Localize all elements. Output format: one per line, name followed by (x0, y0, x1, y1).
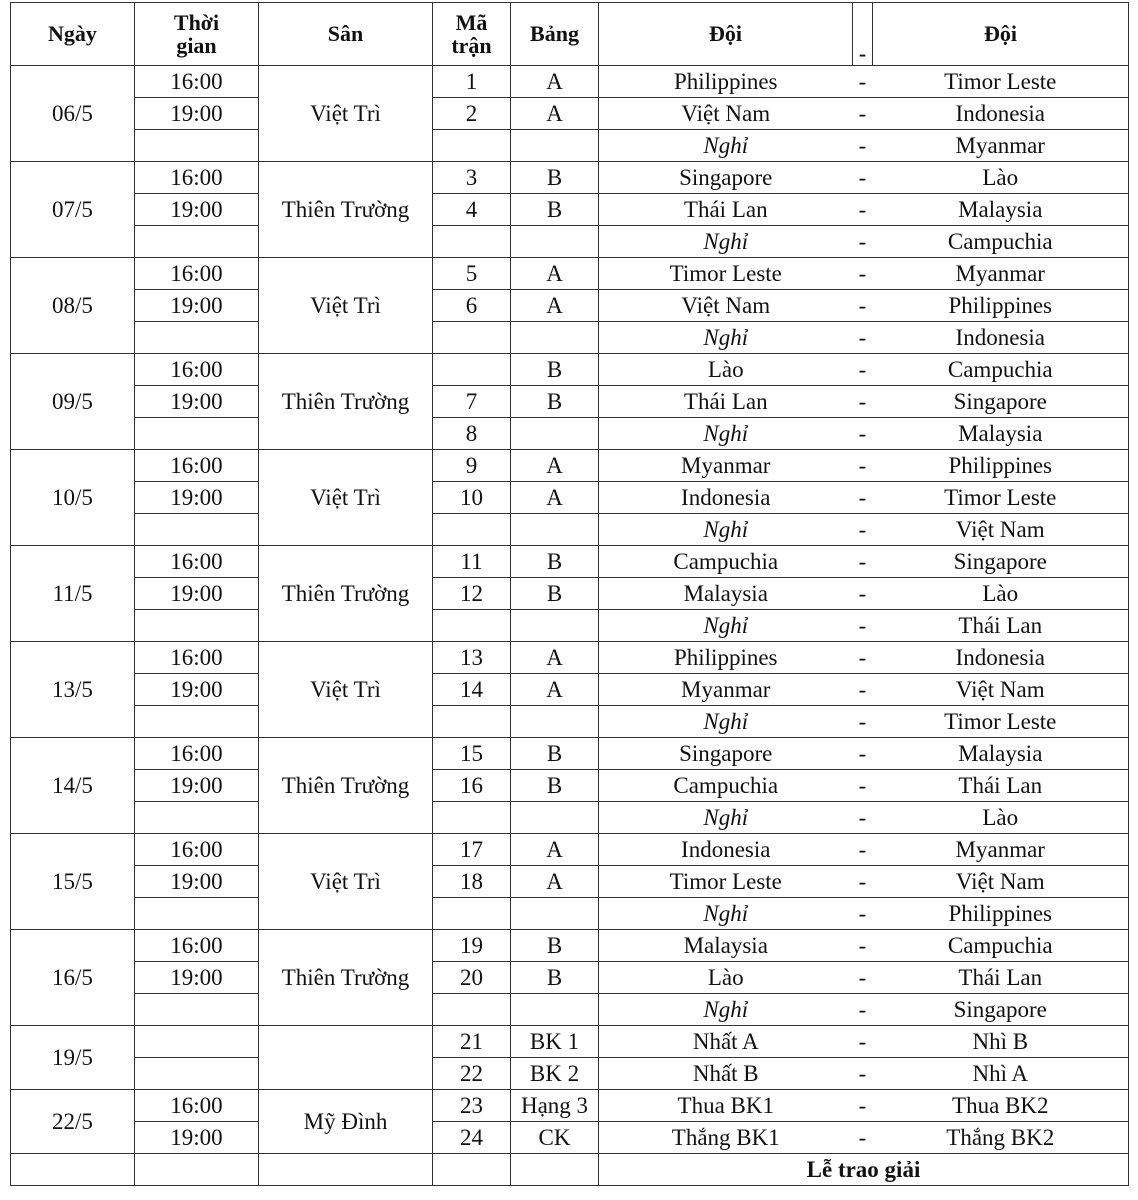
dash-separator: - (853, 642, 873, 674)
group: CK (511, 1122, 599, 1154)
team-2: Philippines (873, 290, 1129, 322)
schedule-row (11, 98, 1129, 130)
dash-separator: - (853, 354, 873, 386)
match-date: 15/5 (11, 834, 135, 930)
team-2: Campuchia (873, 226, 1129, 258)
team-2: Timor Leste (873, 706, 1129, 738)
header-time (135, 3, 259, 66)
match-code (433, 610, 511, 642)
match-date: 10/5 (11, 450, 135, 546)
schedule-row (11, 1058, 1129, 1090)
empty-cell (11, 1154, 135, 1186)
team-1: Thắng BK1 (599, 1122, 853, 1154)
team-2: Campuchia (873, 930, 1129, 962)
schedule-row (11, 738, 1129, 770)
match-code: 10 (433, 482, 511, 514)
dash-separator: - (853, 898, 873, 930)
group (511, 706, 599, 738)
dash-separator: - (853, 162, 873, 194)
kickoff-time (135, 514, 259, 546)
kickoff-time (135, 226, 259, 258)
team-2: Timor Leste (873, 482, 1129, 514)
match-code: 19 (433, 930, 511, 962)
schedule-row (11, 354, 1129, 386)
team-2: Indonesia (873, 322, 1129, 354)
match-code: 22 (433, 1058, 511, 1090)
schedule-row (11, 1026, 1129, 1058)
group: A (511, 258, 599, 290)
group (511, 994, 599, 1026)
dash-separator: - (853, 738, 873, 770)
group: A (511, 674, 599, 706)
team-2: Thái Lan (873, 610, 1129, 642)
schedule-row (11, 866, 1129, 898)
team-1: Campuchia (599, 770, 853, 802)
dash-separator: - (853, 322, 873, 354)
kickoff-time: 19:00 (135, 770, 259, 802)
schedule-row (11, 258, 1129, 290)
team-1: Thái Lan (599, 194, 853, 226)
kickoff-time (135, 1058, 259, 1090)
match-code: 12 (433, 578, 511, 610)
team-2: Malaysia (873, 194, 1129, 226)
kickoff-time: 16:00 (135, 834, 259, 866)
venue: Thiên Trường (259, 930, 433, 1026)
match-code: 15 (433, 738, 511, 770)
header-time-line1: Thời (173, 9, 220, 35)
kickoff-time: 16:00 (135, 738, 259, 770)
venue: Việt Trì (259, 642, 433, 738)
group: B (511, 194, 599, 226)
dash-separator: - (853, 834, 873, 866)
match-code: 17 (433, 834, 511, 866)
team-2: Lào (873, 162, 1129, 194)
dash-separator: - (853, 930, 873, 962)
group: B (511, 354, 599, 386)
kickoff-time: 16:00 (135, 354, 259, 386)
match-date: 07/5 (11, 162, 135, 258)
team-1: Nghỉ (599, 802, 853, 834)
kickoff-time: 19:00 (135, 1122, 259, 1154)
team-2: Singapore (873, 994, 1129, 1026)
team-1: Thua BK1 (599, 1090, 853, 1122)
dash-separator: - (853, 770, 873, 802)
match-date: 13/5 (11, 642, 135, 738)
kickoff-time: 19:00 (135, 386, 259, 418)
team-1: Malaysia (599, 578, 853, 610)
kickoff-time: 19:00 (135, 290, 259, 322)
schedule-row (11, 802, 1129, 834)
team-2: Thua BK2 (873, 1090, 1129, 1122)
match-code: 1 (433, 66, 511, 98)
kickoff-time (135, 898, 259, 930)
group: A (511, 866, 599, 898)
schedule-sheet (10, 2, 1128, 1186)
group: B (511, 738, 599, 770)
kickoff-time: 19:00 (135, 962, 259, 994)
match-code: 7 (433, 386, 511, 418)
header-match-line2: trận (451, 33, 492, 58)
empty-cell (511, 1154, 599, 1186)
match-date: 14/5 (11, 738, 135, 834)
team-1: Nghỉ (599, 322, 853, 354)
schedule-table (10, 2, 1129, 1186)
kickoff-time: 19:00 (135, 98, 259, 130)
schedule-row (11, 66, 1129, 98)
schedule-row (11, 322, 1129, 354)
group: A (511, 482, 599, 514)
group: A (511, 66, 599, 98)
venue: Thiên Trường (259, 546, 433, 642)
kickoff-time (135, 322, 259, 354)
group (511, 610, 599, 642)
schedule-row (11, 930, 1129, 962)
group: B (511, 770, 599, 802)
match-code (433, 514, 511, 546)
team-2: Singapore (873, 546, 1129, 578)
schedule-row (11, 578, 1129, 610)
team-2: Myanmar (873, 258, 1129, 290)
dash-separator: - (853, 1090, 873, 1122)
match-code (433, 898, 511, 930)
dash-separator: - (853, 578, 873, 610)
team-2: Singapore (873, 386, 1129, 418)
dash-separator: - (853, 482, 873, 514)
schedule-row (11, 898, 1129, 930)
team-2: Việt Nam (873, 514, 1129, 546)
kickoff-time (135, 610, 259, 642)
dash-separator: - (853, 418, 873, 450)
match-date: 08/5 (11, 258, 135, 354)
kickoff-time: 19:00 (135, 866, 259, 898)
dash-separator: - (853, 546, 873, 578)
match-date: 16/5 (11, 930, 135, 1026)
schedule-row (11, 994, 1129, 1026)
kickoff-time: 16:00 (135, 930, 259, 962)
group (511, 130, 599, 162)
schedule-row (11, 290, 1129, 322)
dash-separator: - (853, 194, 873, 226)
team-2: Timor Leste (873, 66, 1129, 98)
group (511, 322, 599, 354)
venue: Việt Trì (259, 66, 433, 162)
kickoff-time: 16:00 (135, 258, 259, 290)
schedule-row (11, 610, 1129, 642)
match-code: 14 (433, 674, 511, 706)
team-2: Malaysia (873, 418, 1129, 450)
team-1: Nghỉ (599, 418, 853, 450)
dash-separator: - (853, 450, 873, 482)
team-2: Thái Lan (873, 962, 1129, 994)
header-match-line1: Mã (455, 9, 488, 35)
match-code (433, 706, 511, 738)
team-1: Myanmar (599, 450, 853, 482)
team-1: Nghỉ (599, 994, 853, 1026)
team-1: Lào (599, 354, 853, 386)
dash-separator: - (853, 674, 873, 706)
kickoff-time (135, 994, 259, 1026)
schedule-row (11, 834, 1129, 866)
group: A (511, 834, 599, 866)
team-1: Nghỉ (599, 706, 853, 738)
kickoff-time: 16:00 (135, 66, 259, 98)
team-1: Timor Leste (599, 258, 853, 290)
team-2: Việt Nam (873, 674, 1129, 706)
group: B (511, 930, 599, 962)
schedule-row (11, 482, 1129, 514)
dash-separator: - (853, 802, 873, 834)
team-2: Myanmar (873, 130, 1129, 162)
match-code: 3 (433, 162, 511, 194)
match-code: 9 (433, 450, 511, 482)
venue (259, 1026, 433, 1090)
group (511, 418, 599, 450)
dash-separator: - (853, 610, 873, 642)
team-1: Timor Leste (599, 866, 853, 898)
dash-separator: - (853, 130, 873, 162)
group: A (511, 98, 599, 130)
kickoff-time: 16:00 (135, 162, 259, 194)
kickoff-time (135, 418, 259, 450)
team-1: Nghỉ (599, 514, 853, 546)
match-code: 24 (433, 1122, 511, 1154)
match-code: 13 (433, 642, 511, 674)
venue: Việt Trì (259, 258, 433, 354)
group: A (511, 290, 599, 322)
header-team2: Đội (873, 3, 1129, 66)
dash-separator: - (853, 98, 873, 130)
group: B (511, 546, 599, 578)
schedule-row (11, 1090, 1129, 1122)
empty-cell (135, 1154, 259, 1186)
ceremony-label: Lễ trao giải (599, 1154, 1129, 1186)
group (511, 226, 599, 258)
match-code: 5 (433, 258, 511, 290)
team-2: Lào (873, 802, 1129, 834)
match-date: 06/5 (11, 66, 135, 162)
schedule-row (11, 130, 1129, 162)
team-1: Myanmar (599, 674, 853, 706)
team-2: Malaysia (873, 738, 1129, 770)
match-code: 18 (433, 866, 511, 898)
group: BK 1 (511, 1026, 599, 1058)
group: B (511, 386, 599, 418)
header-time-line2: gian (176, 33, 217, 58)
venue: Việt Trì (259, 834, 433, 930)
group: B (511, 962, 599, 994)
match-code: 4 (433, 194, 511, 226)
schedule-body (11, 66, 1129, 1186)
schedule-row (11, 450, 1129, 482)
schedule-row (11, 418, 1129, 450)
dash-separator: - (853, 1026, 873, 1058)
kickoff-time: 19:00 (135, 482, 259, 514)
team-1: Thái Lan (599, 386, 853, 418)
match-date: 19/5 (11, 1026, 135, 1090)
venue: Thiên Trường (259, 354, 433, 450)
team-1: Nghỉ (599, 226, 853, 258)
schedule-row (11, 162, 1129, 194)
group (511, 802, 599, 834)
header-day: Ngày (11, 3, 135, 66)
kickoff-time: 19:00 (135, 674, 259, 706)
match-code (433, 802, 511, 834)
kickoff-time (135, 130, 259, 162)
dash-separator: - (853, 866, 873, 898)
schedule-row (11, 386, 1129, 418)
kickoff-time: 16:00 (135, 1090, 259, 1122)
team-2: Philippines (873, 450, 1129, 482)
schedule-row (11, 546, 1129, 578)
team-2: Nhì A (873, 1058, 1129, 1090)
dash-separator: - (853, 1122, 873, 1154)
team-2: Lào (873, 578, 1129, 610)
match-code: 23 (433, 1090, 511, 1122)
match-date: 22/5 (11, 1090, 135, 1154)
schedule-row (11, 770, 1129, 802)
venue: Việt Trì (259, 450, 433, 546)
kickoff-time (135, 802, 259, 834)
dash-separator: - (853, 706, 873, 738)
kickoff-time (135, 706, 259, 738)
match-code: 21 (433, 1026, 511, 1058)
team-2: Việt Nam (873, 866, 1129, 898)
team-2: Indonesia (873, 98, 1129, 130)
team-1: Nhất B (599, 1058, 853, 1090)
venue: Thiên Trường (259, 738, 433, 834)
empty-cell (259, 1154, 433, 1186)
group: A (511, 642, 599, 674)
match-date: 11/5 (11, 546, 135, 642)
match-code: 16 (433, 770, 511, 802)
header-row (11, 3, 1129, 66)
team-1: Singapore (599, 738, 853, 770)
dash-separator: - (853, 290, 873, 322)
header-match-code (433, 3, 511, 66)
group: B (511, 162, 599, 194)
team-1: Indonesia (599, 834, 853, 866)
dash-separator: - (853, 258, 873, 290)
team-1: Nghỉ (599, 898, 853, 930)
team-1: Việt Nam (599, 98, 853, 130)
group (511, 898, 599, 930)
team-1: Malaysia (599, 930, 853, 962)
header-group: Bảng (511, 3, 599, 66)
match-code (433, 322, 511, 354)
team-1: Nghỉ (599, 610, 853, 642)
header-venue: Sân (259, 3, 433, 66)
schedule-row (11, 1122, 1129, 1154)
group: BK 2 (511, 1058, 599, 1090)
kickoff-time (135, 1026, 259, 1058)
match-code (433, 354, 511, 386)
venue: Thiên Trường (259, 162, 433, 258)
dash-separator: - (853, 226, 873, 258)
group: Hạng 3 (511, 1090, 599, 1122)
team-1: Campuchia (599, 546, 853, 578)
dash-separator: - (853, 994, 873, 1026)
schedule-row (11, 962, 1129, 994)
kickoff-time: 19:00 (135, 578, 259, 610)
team-1: Việt Nam (599, 290, 853, 322)
dash-separator: - (853, 1058, 873, 1090)
group: A (511, 450, 599, 482)
schedule-row (11, 194, 1129, 226)
schedule-row (11, 642, 1129, 674)
team-1: Philippines (599, 642, 853, 674)
team-1: Indonesia (599, 482, 853, 514)
schedule-row (11, 226, 1129, 258)
team-2: Thái Lan (873, 770, 1129, 802)
match-code: 2 (433, 98, 511, 130)
venue: Mỹ Đình (259, 1090, 433, 1154)
match-code (433, 994, 511, 1026)
team-2: Thắng BK2 (873, 1122, 1129, 1154)
group (511, 514, 599, 546)
team-1: Singapore (599, 162, 853, 194)
schedule-row (11, 674, 1129, 706)
team-2: Campuchia (873, 354, 1129, 386)
kickoff-time: 16:00 (135, 546, 259, 578)
team-1: Philippines (599, 66, 853, 98)
match-code: 8 (433, 418, 511, 450)
dash-separator: - (853, 66, 873, 98)
ceremony-row (11, 1154, 1129, 1186)
kickoff-time: 16:00 (135, 450, 259, 482)
team-1: Lào (599, 962, 853, 994)
dash-separator: - (853, 386, 873, 418)
team-1: Nghỉ (599, 130, 853, 162)
schedule-row (11, 514, 1129, 546)
header-dash: - (853, 3, 873, 66)
empty-cell (433, 1154, 511, 1186)
dash-separator: - (853, 514, 873, 546)
team-2: Indonesia (873, 642, 1129, 674)
dash-separator: - (853, 962, 873, 994)
team-2: Myanmar (873, 834, 1129, 866)
team-1: Nhất A (599, 1026, 853, 1058)
header-team1: Đội (599, 3, 853, 66)
match-date: 09/5 (11, 354, 135, 450)
match-code (433, 130, 511, 162)
match-code: 20 (433, 962, 511, 994)
team-2: Nhì B (873, 1026, 1129, 1058)
kickoff-time: 16:00 (135, 642, 259, 674)
schedule-row (11, 706, 1129, 738)
match-code (433, 226, 511, 258)
match-code: 6 (433, 290, 511, 322)
match-code: 11 (433, 546, 511, 578)
team-2: Philippines (873, 898, 1129, 930)
group: B (511, 578, 599, 610)
kickoff-time: 19:00 (135, 194, 259, 226)
